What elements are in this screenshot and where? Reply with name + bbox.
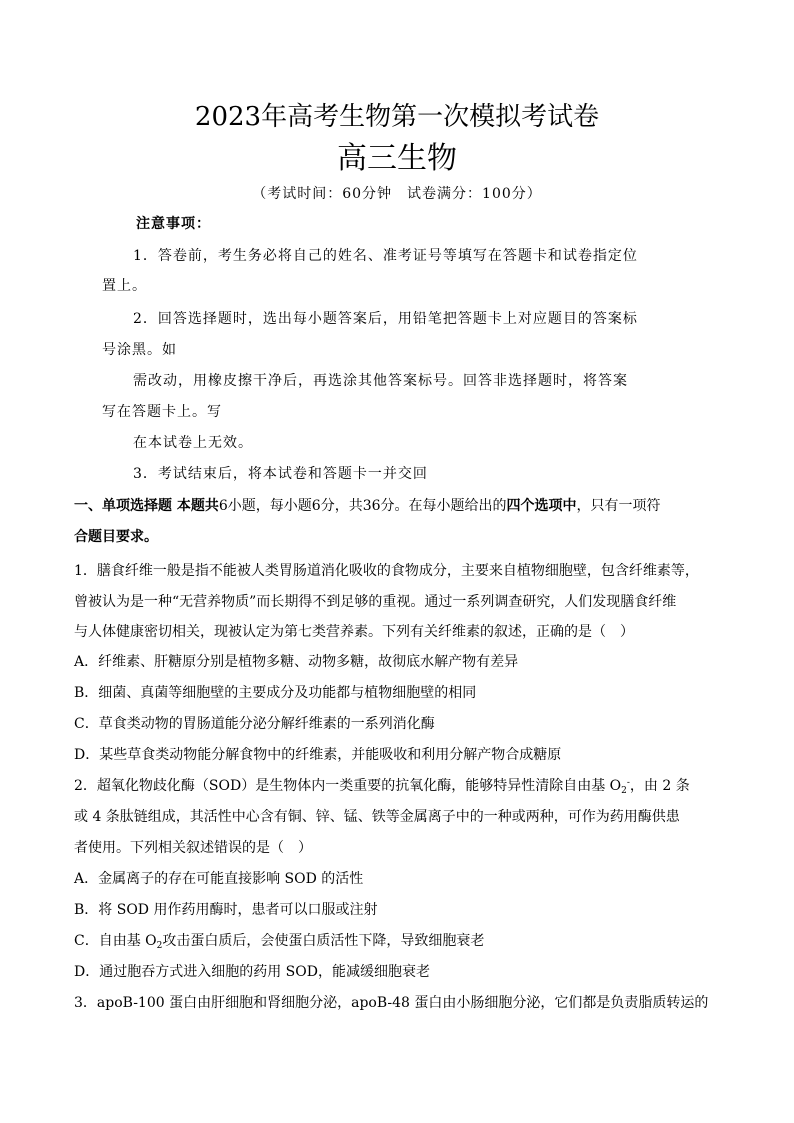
section-heading-b: 6小题，每小题6分，共36分。在每小题给出的 [218, 498, 507, 514]
q2-line-1-b: ，由 2 条 [629, 778, 690, 794]
notice-line-7: 在本试卷上无效。 [133, 435, 253, 451]
notice-line-5: 需改动，用橡皮擦干净后，再选涂其他答案标号。回答非选择题时，将答案 [133, 373, 628, 389]
q1-option-d: D．某些草食类动物能分解食物中的纤维素，并能吸收和利用分解产物合成糖原 [74, 747, 562, 763]
section-heading-c: ，只有一项符 [576, 498, 661, 514]
q2-option-c-sub: 2 [156, 941, 163, 951]
q2-option-c-b: 攻击蛋白质后，会使蛋白质活性下降，导致细胞衰老 [162, 933, 485, 949]
q2-option-a: A．金属离子的存在可能直接影响 SOD 的活性 [74, 871, 364, 887]
notice-line-1: 1．答卷前，考生务必将自己的姓名、准考证号等填写在答题卡和试卷指定位 [133, 248, 638, 264]
q1-option-b: B．细菌、真菌等细胞壁的主要成分及功能都与植物细胞壁的相同 [74, 685, 477, 701]
q2-option-b: B．将 SOD 用作药用酶时，患者可以口服或注射 [74, 902, 378, 918]
section-heading-line2: 合题目要求。 [74, 529, 158, 545]
notice-line-3: 2．回答选择题时，选出每小题答案后，用铅笔把答题卡上对应题目的答案标 [133, 311, 638, 327]
notice-line-4: 号涂黑。如 [102, 342, 177, 358]
q2-line-1-a: 2．超氧化物歧化酶（SOD）是生物体内一类重要的抗氧化酶，能够特异性清除自由基 O [74, 778, 622, 794]
q1-option-a: A．纤维素、肝糖原分别是植物多糖、动物多糖，故彻底水解产物有差异 [74, 654, 519, 670]
section-heading [74, 496, 661, 516]
q1-line-3: 与人体健康密切相关，现被认定为第七类营养素。下列有关纤维素的叙述，正确的是（ ） [74, 624, 634, 640]
q2-option-d: D．通过胞吞方式进入细胞的药用 SOD，能减缓细胞衰老 [74, 964, 430, 980]
section-heading-a: 一、单项选择题 本题共 [74, 498, 219, 514]
notice-line-2: 置上。 [102, 278, 147, 294]
q1-line-2: 曾被认为是一种“无营养物质”而长期得不到足够的重视。通过一系列调查研究，人们发现膳食纤维 [74, 594, 677, 610]
q2-line-1-sub: 2 [621, 786, 627, 796]
q2-line-1 [74, 776, 690, 796]
exam-title: 2023年高考生物第一次模拟考试卷 [194, 102, 600, 132]
subject-title: 高三生物 [337, 141, 457, 176]
q3-line-1: 3．apoB-100 蛋白由肝细胞和肾细胞分泌，apoB-48 蛋白由小肠细胞分泌，它们都是负责脂质转运的 [74, 995, 709, 1011]
q2-line-2: 或 4 条肽链组成，其活性中心含有铜、锌、锰、铁等金属离子中的一种或两种，可作为药用酶供患 [74, 809, 680, 825]
notice-line-8: 3．考试结束后，将本试卷和答题卡一并交回 [133, 466, 428, 482]
q1-line-1: 1．膳食纤维一般是指不能被人类胃肠道消化吸收的食物成分，主要来自植物细胞壁，包含纤维素等， [74, 563, 699, 579]
q2-line-3: 者使用。下列相关叙述错误的是（ ） [74, 840, 312, 856]
q1-option-c: C．草食类动物的胃肠道能分泌分解纤维素的一系列消化酶 [74, 716, 435, 732]
section-heading-bold: 四个选项中 [506, 498, 577, 514]
notice-heading: 注意事项： [136, 216, 211, 232]
q2-option-c [74, 931, 484, 951]
exam-info: （考试时间：60分钟 试卷满分：100分） [252, 186, 542, 202]
q2-line-1-sup: - [626, 778, 630, 788]
notice-line-6: 写在答题卡上。写 [102, 404, 222, 420]
q2-option-c-a: C．自由基 O [74, 933, 157, 949]
